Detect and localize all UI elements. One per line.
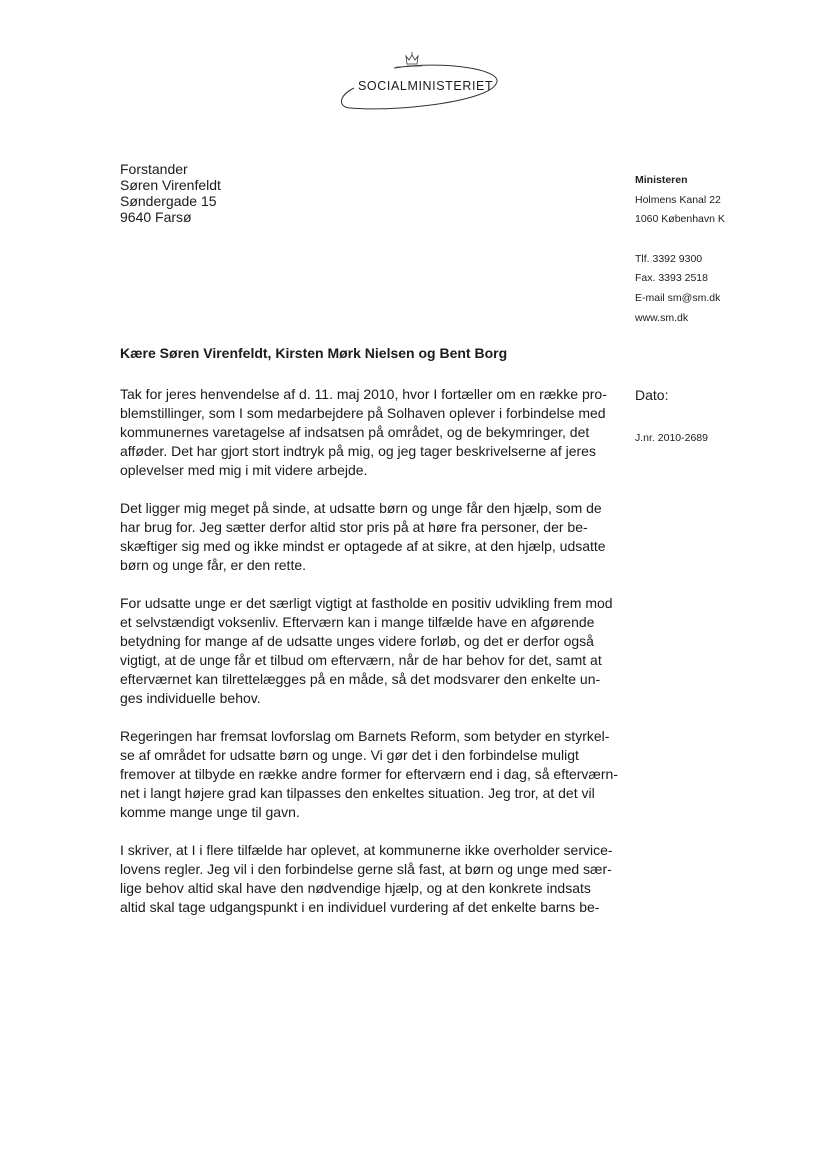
sender-title: Ministeren — [635, 174, 688, 186]
text-line: ges individuelle behov. — [120, 690, 261, 706]
text-line: vigtigt, at de unge får et tilbud om efterværn, når de har behov for det, samt at — [120, 652, 602, 668]
text-line: efterværnet kan tilrettelægges på en måde, så det modsvarer den enkelte un- — [120, 671, 601, 687]
recipient-address — [120, 161, 221, 225]
text-line: Regeringen har fremsat lovforslag om Barnets Reform, som betyder en styrkel- — [120, 728, 610, 744]
paragraph — [120, 499, 620, 575]
text-line: lige behov altid skal have den nødvendige hjælp, og at den konkrete indsats — [120, 880, 591, 896]
recipient-line: Søren Virenfeldt — [120, 177, 221, 193]
sender-fax: Fax. 3393 2518 — [635, 272, 708, 285]
paragraph — [120, 841, 620, 917]
letter-body — [120, 385, 620, 936]
recipient-line: 9640 Farsø — [120, 209, 192, 225]
text-line: et selvstændigt voksenliv. Efterværn kan i mange tilfælde have en afgørende — [120, 614, 595, 630]
sender-email: E-mail sm@sm.dk — [635, 291, 721, 304]
paragraph — [120, 727, 620, 822]
text-line: oplevelser med mig i mit videre arbejde. — [120, 462, 368, 478]
date-label: Dato: — [635, 387, 669, 403]
text-line: kommunernes varetagelse af indsatsen på området, og de bekymringer, det — [120, 424, 590, 440]
recipient-line: Forstander — [120, 161, 188, 177]
text-line: fremover at tilbyde en række andre former for efterværn end i dag, så efterværn- — [120, 766, 618, 782]
text-line: net i langt højere grad kan tilpasses den enkeltes situation. Jeg tror, at det vil — [120, 785, 595, 801]
sender-phone: Tlf. 3392 9300 — [635, 252, 703, 265]
text-line: For udsatte unge er det særligt vigtigt at fastholde en positiv udvikling frem mod — [120, 595, 613, 611]
sender-address-line: Holmens Kanal 22 — [635, 193, 721, 206]
ministry-name: SOCIALMINISTERIET — [358, 79, 494, 93]
sender-info — [635, 171, 725, 328]
text-line: Det ligger mig meget på sinde, at udsatte børn og unge får den hjælp, som de — [120, 500, 602, 516]
text-line: skæftiger sig med og ikke mindst er optagede af at sikre, at den hjælp, udsatte — [120, 538, 606, 554]
text-line: blemstillinger, som I som medarbejdere på Solhaven oplever i forbindelse med — [120, 405, 606, 421]
text-line: lovens regler. Jeg vil i den forbindelse gerne slå fast, at børn og unge med sær- — [120, 861, 612, 877]
journal-number: J.nr. 2010-2689 — [635, 432, 708, 444]
text-line: se af området for udsatte børn og unge. Vi gør det i den forbindelse muligt — [120, 747, 579, 763]
text-line: I skriver, at I i flere tilfælde har oplevet, at kommunerne ikke overholder service- — [120, 842, 613, 858]
text-line: komme mange unge til gavn. — [120, 804, 300, 820]
recipient-line: Søndergade 15 — [120, 193, 217, 209]
sender-website: www.sm.dk — [635, 311, 689, 324]
sender-address-line: 1060 København K — [635, 213, 725, 226]
text-line: altid skal tage udgangspunkt i en individuel vurdering af det enkelte barns be- — [120, 899, 600, 915]
text-line: afføder. Det har gjort stort indtryk på mig, og jeg tager beskrivelserne af jeres — [120, 443, 596, 459]
text-line: børn og unge får, er den rette. — [120, 557, 307, 573]
paragraph — [120, 385, 620, 480]
text-line: betydning for mange af de udsatte unges videre forløb, og det er derfor også — [120, 633, 594, 649]
paragraph — [120, 594, 620, 708]
text-line: Tak for jeres henvendelse af d. 11. maj 2010, hvor I fortæller om en række pro- — [120, 386, 607, 402]
text-line: har brug for. Jeg sætter derfor altid stor pris på at høre fra personer, der be- — [120, 519, 588, 535]
letter-greeting: Kære Søren Virenfeldt, Kirsten Mørk Nielsen og Bent Borg — [120, 345, 508, 361]
ministry-logo — [336, 50, 506, 124]
